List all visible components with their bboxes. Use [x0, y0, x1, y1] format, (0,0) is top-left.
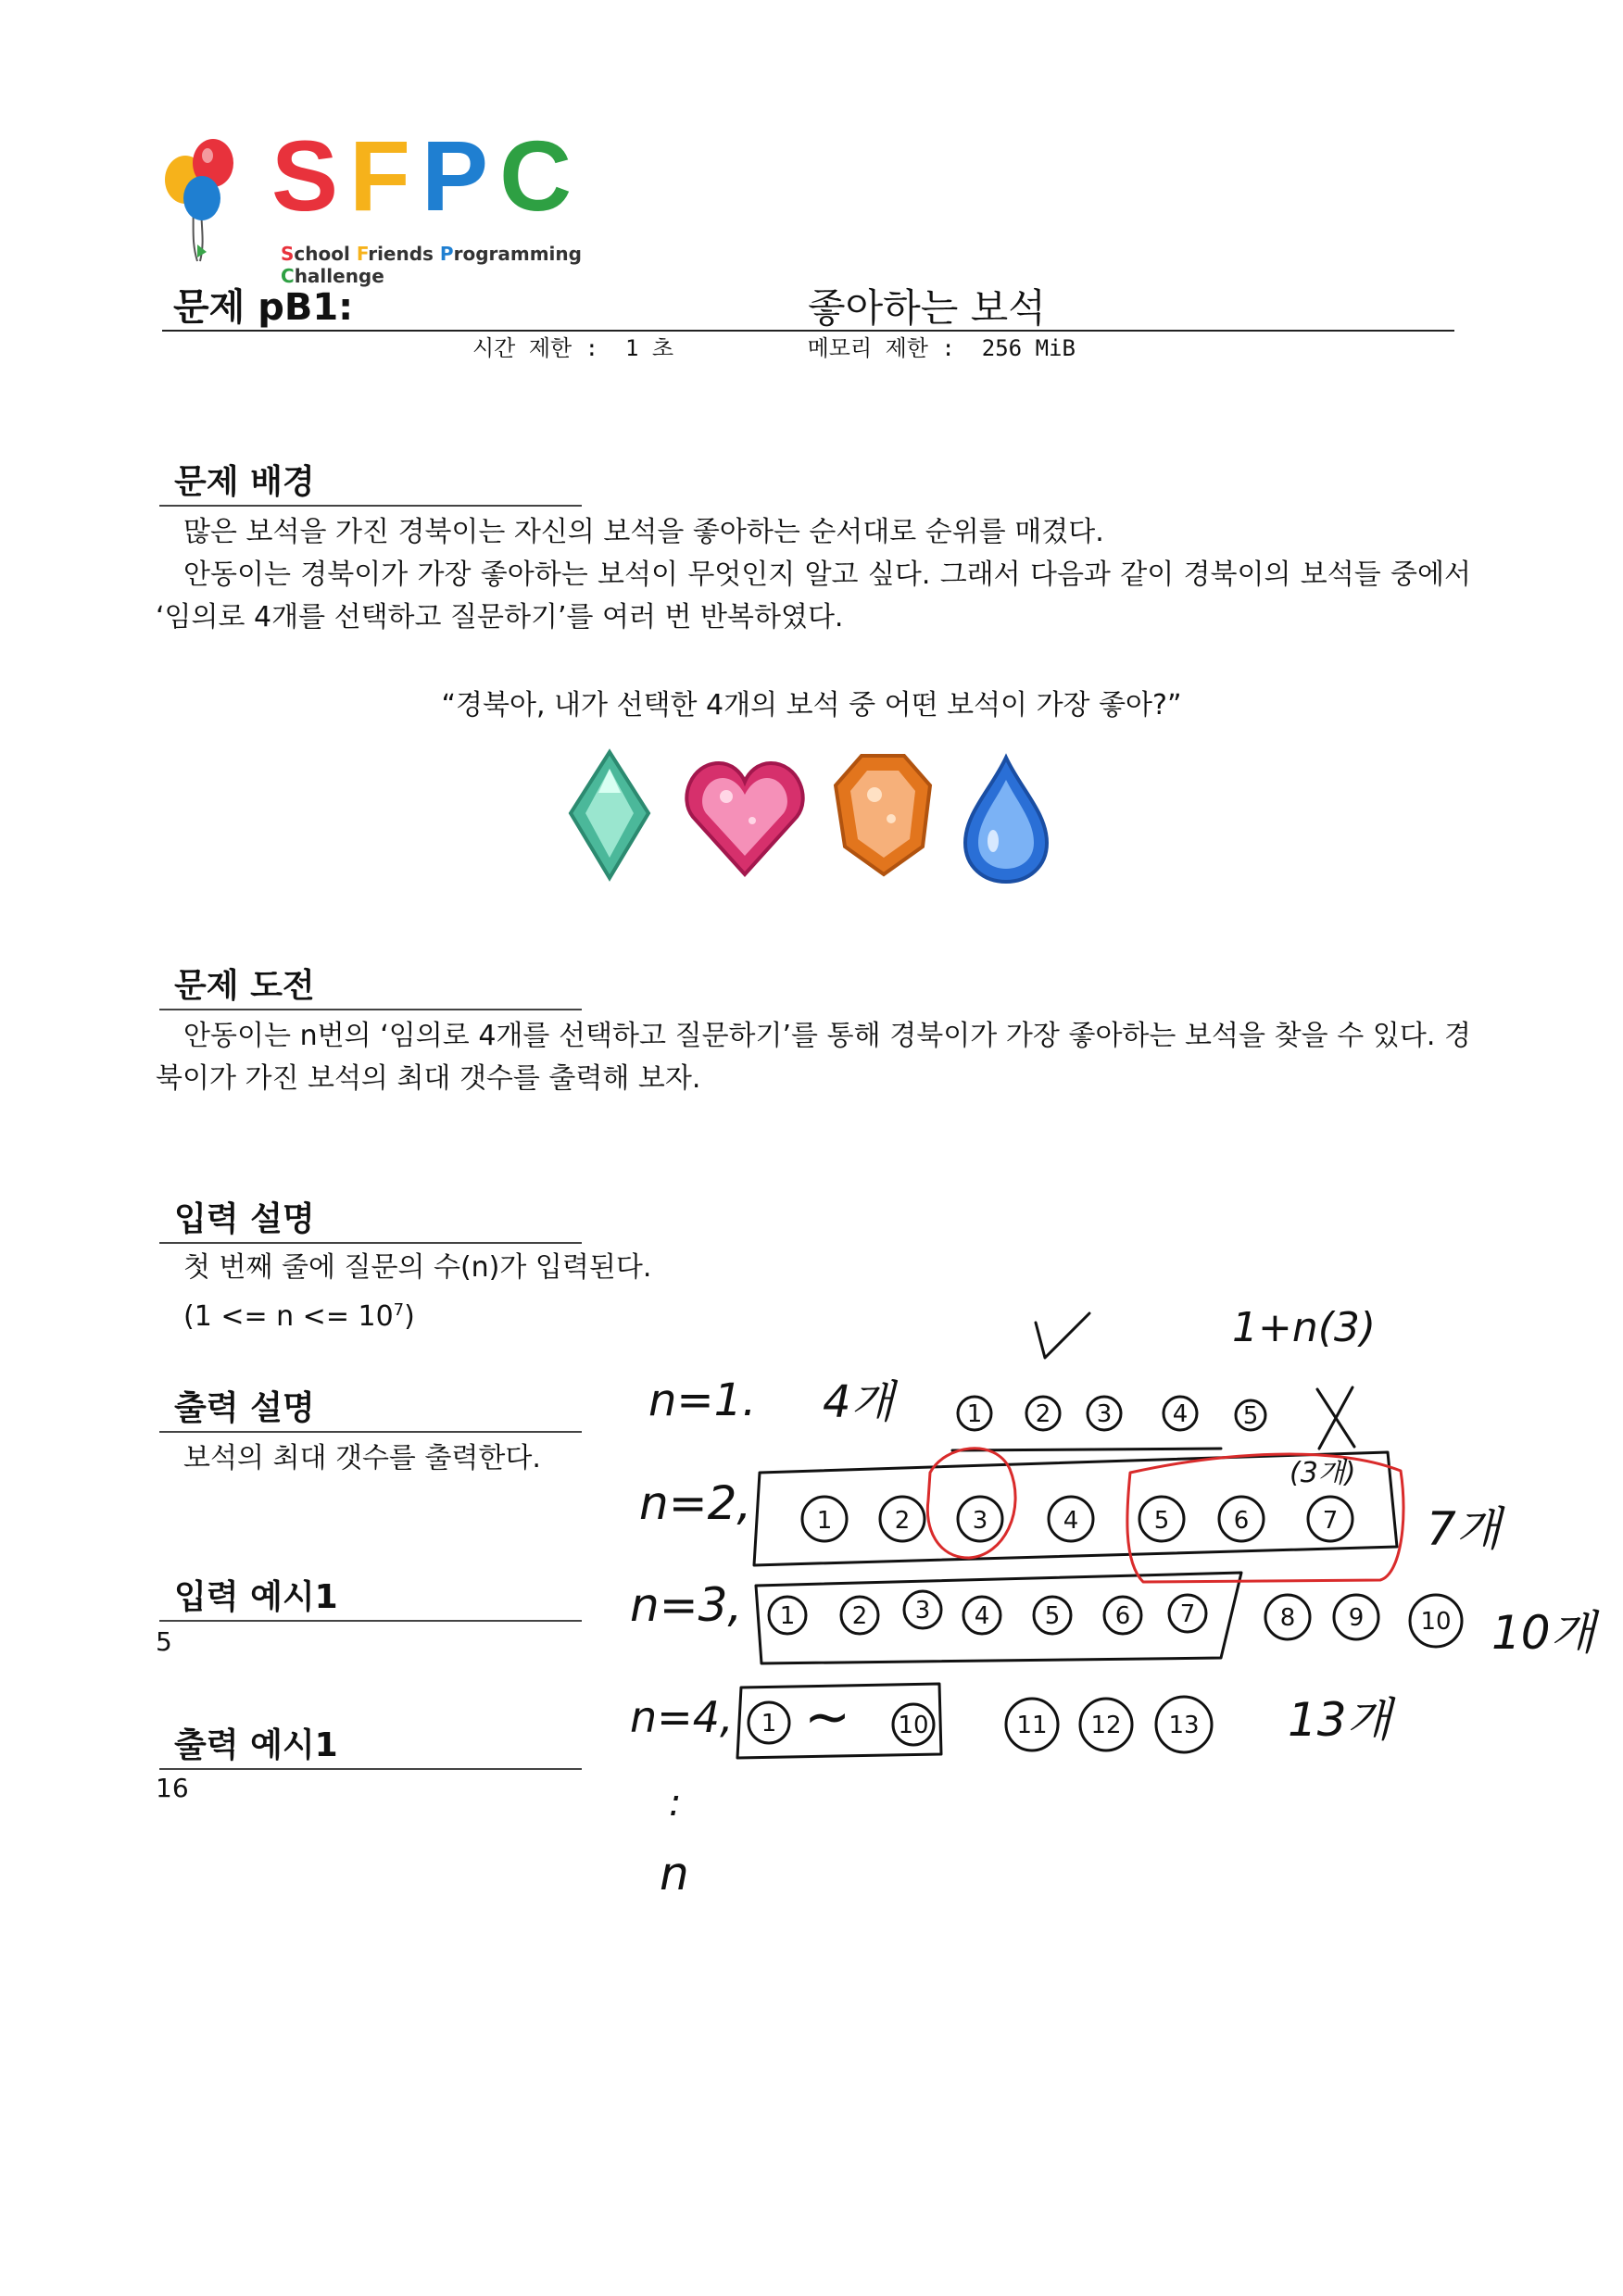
- circled-digit-r3-3: 4: [974, 1602, 990, 1630]
- note-formula: 1+n(3): [1232, 1304, 1377, 1351]
- section-heading-output: 출력 설명: [159, 1382, 582, 1433]
- logo-wordmark: SFPC: [271, 119, 584, 232]
- problem-id: 문제 pB1:: [173, 286, 354, 329]
- time-limit-value: 1 초: [625, 335, 674, 361]
- circled-digit-r3-2: 3: [914, 1597, 931, 1625]
- circled-digit-r3-1: 2: [851, 1602, 868, 1630]
- circled-digit-r2-6: 7: [1322, 1507, 1339, 1535]
- sample-input-value: 5: [156, 1626, 172, 1657]
- circled-digit-r3-6: 7: [1179, 1600, 1196, 1628]
- note-row4-result: 13개: [1288, 1693, 1391, 1747]
- note-row3-label: n=3,: [630, 1578, 743, 1632]
- circled-digit-r2-0: 1: [816, 1507, 833, 1535]
- challenge-line: 안동이는 n번의 ‘임의로 4개를 선택하고 질문하기’를 통해 경북이가 가장 좋아하는 보석을 찾을 수 있다. 경북이가 가진 보석의 최대 갯수를 출력해 보자.: [156, 1020, 1471, 1095]
- circled-digit-r4-1: 10: [898, 1712, 929, 1739]
- section-heading-challenge: 문제 도전: [159, 960, 582, 1010]
- circled-digit-r3-0: 1: [779, 1602, 796, 1630]
- section-heading-background: 문제 배경: [159, 456, 582, 507]
- circled-digit-r3-9: 10: [1420, 1608, 1452, 1636]
- note-row1-label: n=1.: [648, 1374, 757, 1426]
- note-row2-result: 7개: [1427, 1502, 1502, 1556]
- section-heading-sample-output: 출력 예시1: [159, 1719, 582, 1770]
- circled-digit-r1-2: 3: [1096, 1400, 1113, 1428]
- note-row4-label: n=4,: [630, 1692, 734, 1742]
- circled-digit-r2-3: 4: [1063, 1507, 1079, 1535]
- sample-output-value: 16: [156, 1773, 189, 1803]
- input-line-1: 첫 번째 줄에 질문의 수(n)가 입력된다.: [183, 1251, 652, 1284]
- circled-digit-r4-4: 13: [1168, 1712, 1200, 1739]
- section-heading-input: 입력 설명: [159, 1193, 582, 1244]
- circled-digit-r1-1: 2: [1035, 1400, 1051, 1428]
- note-dots: :: [669, 1782, 682, 1825]
- circled-digit-r2-1: 2: [894, 1507, 911, 1535]
- circled-digit-r3-7: 8: [1279, 1604, 1296, 1632]
- circled-digit-r4-0: 1: [761, 1710, 777, 1738]
- question-quote: “경북아, 내가 선택한 4개의 보석 중 어떤 보석이 가장 좋아?”: [441, 689, 1182, 721]
- circled-digit-r2-5: 6: [1233, 1507, 1250, 1535]
- circled-digit-r1-0: 1: [966, 1400, 983, 1428]
- note-row2-sub: (3개): [1290, 1457, 1356, 1489]
- circled-digit-r3-8: 9: [1348, 1604, 1365, 1632]
- circled-digit-r1-4: 5: [1242, 1402, 1259, 1430]
- section-heading-sample-input: 입력 예시1: [159, 1571, 582, 1622]
- memory-limit-value: 256 MiB: [981, 335, 1076, 361]
- note-last-n: n: [660, 1847, 689, 1901]
- circled-digit-r2-2: 3: [972, 1507, 988, 1535]
- circled-digits: [761, 1400, 1452, 1739]
- circled-digit-r4-2: 11: [1016, 1712, 1048, 1739]
- circled-digit-r3-4: 5: [1044, 1602, 1061, 1630]
- background-line-1: 많은 보석을 가진 경북이는 자신의 보석을 좋아하는 순서대로 순위를 매겼다.: [183, 516, 1104, 548]
- circled-digit-r3-5: 6: [1114, 1602, 1131, 1630]
- note-row1-count: 4개: [823, 1376, 894, 1428]
- input-range: $(1 <= n <= 10^7)$: [183, 1300, 415, 1333]
- note-row4-tilde: ~: [804, 1685, 851, 1750]
- time-limit-label: 시간 제한 :: [472, 335, 599, 361]
- circled-digit-r2-4: 5: [1153, 1507, 1170, 1535]
- memory-limit-label: 메모리 제한 :: [807, 335, 955, 361]
- circled-digit-r4-3: 12: [1090, 1712, 1122, 1739]
- circled-digit-r1-3: 4: [1172, 1400, 1189, 1428]
- note-row3-result: 10개: [1491, 1606, 1595, 1660]
- logo-subtitle: School Friends Programming Challenge: [281, 243, 582, 287]
- problem-title: 좋아하는 보석: [808, 285, 1046, 331]
- output-line-1: 보석의 최대 갯수를 출력한다.: [183, 1442, 541, 1474]
- note-row2-label: n=2,: [639, 1476, 752, 1530]
- background-line-2: 안동이는 경북이가 가장 좋아하는 보석이 무엇인지 알고 싶다. 그래서 다음과 같이 경북이의 보석들 중에서 ‘임의로 4개를 선택하고 질문하기’를 여러 번 반복하였다.: [156, 558, 1471, 634]
